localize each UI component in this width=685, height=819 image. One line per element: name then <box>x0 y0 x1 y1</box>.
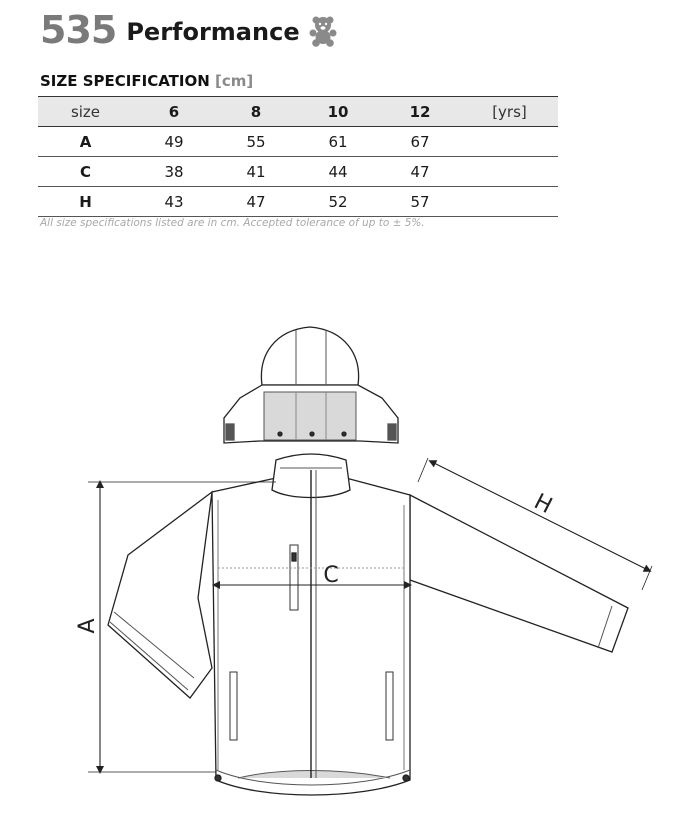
dimension-label-c: C <box>323 563 339 588</box>
table-cell-empty <box>461 187 558 217</box>
spec-title <box>40 72 253 90</box>
table-row <box>38 127 558 157</box>
table-cell: 41 <box>215 157 297 187</box>
row-key-a: A <box>38 127 133 157</box>
size-header-unit: [yrs] <box>461 97 558 127</box>
dimension-label-h: H <box>529 489 556 520</box>
product-name: Performance <box>126 18 300 46</box>
teddy-bear-icon <box>308 15 338 47</box>
spec-unit: [cm] <box>215 72 254 90</box>
table-cell: 55 <box>215 127 297 157</box>
size-header-label: size <box>38 97 133 127</box>
size-header-8: 8 <box>215 97 297 127</box>
table-cell: 67 <box>379 127 461 157</box>
size-header-10: 10 <box>297 97 379 127</box>
table-cell: 47 <box>215 187 297 217</box>
size-header-6: 6 <box>133 97 215 127</box>
tolerance-note: All size specifications listed are in cm. Accepted tolerance of up to ± 5%. <box>40 217 425 229</box>
table-cell: 44 <box>297 157 379 187</box>
size-header-12: 12 <box>379 97 461 127</box>
table-cell: 61 <box>297 127 379 157</box>
product-header <box>40 8 338 52</box>
table-cell: 38 <box>133 157 215 187</box>
row-key-h: H <box>38 187 133 217</box>
product-code: 535 <box>40 8 117 52</box>
size-table-header <box>38 97 558 127</box>
table-row <box>38 187 558 217</box>
table-cell: 43 <box>133 187 215 217</box>
table-row <box>38 157 558 187</box>
hood-drawing <box>224 327 398 443</box>
table-cell-empty <box>461 127 558 157</box>
table-cell-empty <box>461 157 558 187</box>
row-key-c: C <box>38 157 133 187</box>
table-cell: 57 <box>379 187 461 217</box>
table-cell: 47 <box>379 157 461 187</box>
spec-title-text: SIZE SPECIFICATION <box>40 72 210 90</box>
size-table <box>38 96 558 217</box>
jacket-drawing <box>0 300 685 815</box>
table-cell: 49 <box>133 127 215 157</box>
table-cell: 52 <box>297 187 379 217</box>
dimension-label-a: A <box>75 618 100 634</box>
